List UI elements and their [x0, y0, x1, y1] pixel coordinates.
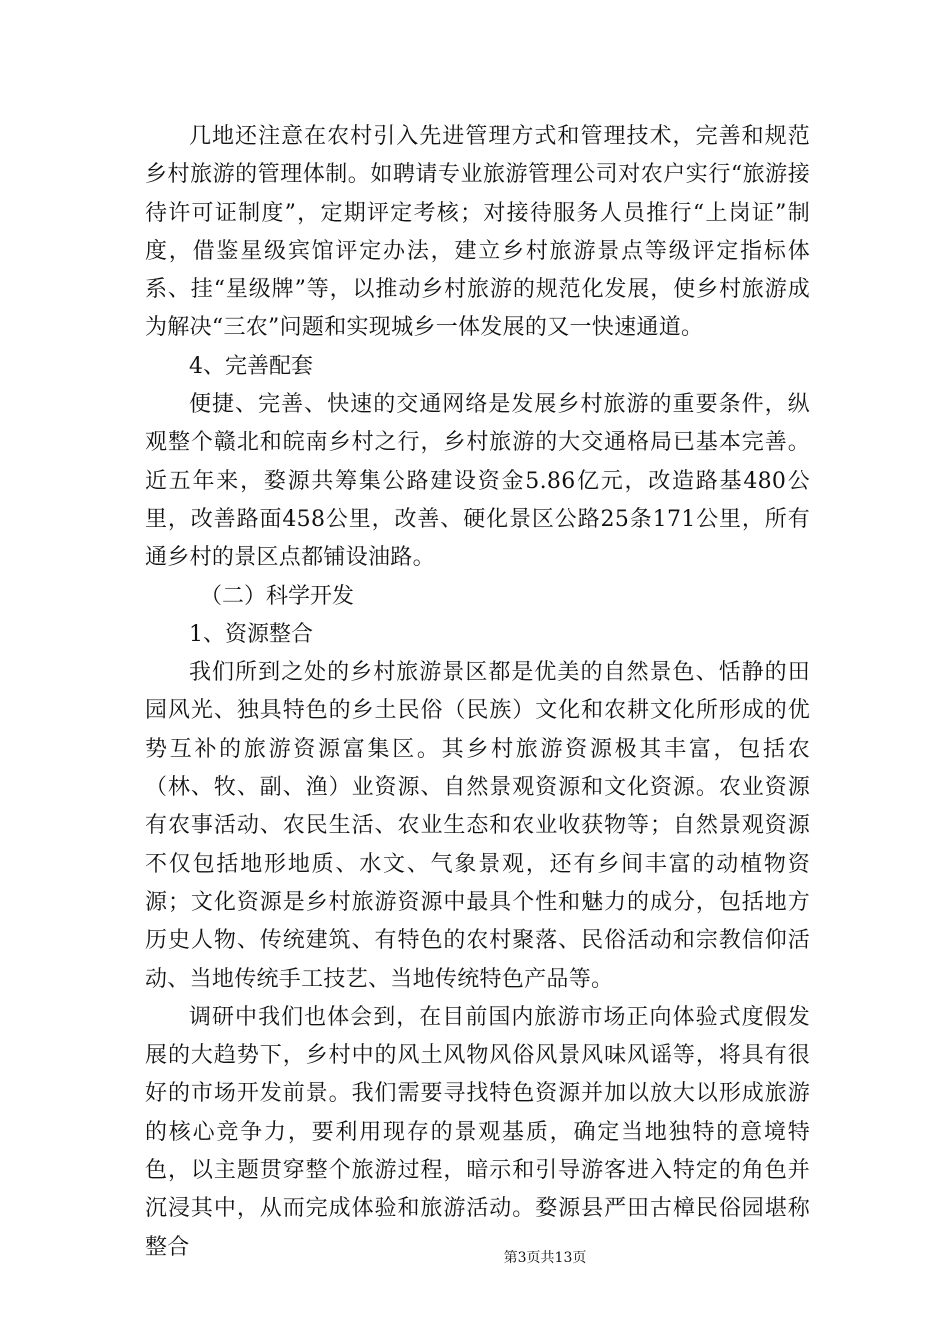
section-heading-facilities: 4、完善配套 — [189, 353, 313, 379]
paragraph-transport: 便捷、完善、快速的交通网络是发展乡村旅游的重要条件，纵观整个赣北和皖南乡村之行，乡村旅游的大交通格局已基本完善。近五年来，婺源共筹集公路建设资金5.86亿元，改造路基480公里，改善路面458公里，改善、硬化景区公路25条171公里，所有通乡村的景区点都铺设油路。 — [145, 392, 810, 571]
paragraph-management: 几地还注意在农村引入先进管理方式和管理技术，完善和规范乡村旅游的管理体制。如聘请专业旅游管理公司对农户实行“旅游接待许可证制度”，定期评定考核；对接待服务人员推行“上岗证”制度，借鉴星级宾馆评定办法，建立乡村旅游景点等级评定指标体系、挂“星级牌”等，以推动乡村旅游的规范化发展，使乡村旅游成为解决“三农”问题和实现城乡一体发展的又一快速通道。 — [145, 124, 810, 341]
paragraph-research: 调研中我们也体会到，在目前国内旅游市场正向体验式度假发展的大趋势下，乡村中的风土风物风俗风景风味风谣等，将具有很好的市场开发前景。我们需要寻找特色资源并加以放大以形成旅游的核心竞争力，要利用现存的景观基质，确定当地独特的意境特色，以主题贯穿整个旅游过程，暗示和引导游客进入特定的角色并沉浸其中，从而完成体验和旅游活动。婺源县严田古樟民俗园堪称整合 — [145, 1004, 810, 1260]
document-body — [145, 118, 810, 1267]
page-number: 第3页共13页 — [503, 1250, 587, 1266]
section-heading-scientific-development: （二）科学开发 — [200, 583, 355, 609]
section-heading-resource-integration: 1、资源整合 — [189, 621, 313, 647]
paragraph-resources: 我们所到之处的乡村旅游景区都是优美的自然景色、恬静的田园风光、独具特色的乡土民俗（民族）文化和农耕文化所形成的优势互补的旅游资源富集区。其乡村旅游资源极其丰富，包括农（林、牧、副、渔）业资源、自然景观资源和文化资源。农业资源有农事活动、农民生活、农业生态和农业收获物等；自然景观资源不仅包括地形地质、水文、气象景观，还有乡间丰富的动植物资源；文化资源是乡村旅游资源中最具个性和魅力的成分，包括地方历史人物、传统建筑、有特色的农村聚落、民俗活动和宗教信仰活动、当地传统手工技艺、当地传统特色产品等。 — [145, 660, 810, 992]
page-footer — [0, 1247, 950, 1267]
